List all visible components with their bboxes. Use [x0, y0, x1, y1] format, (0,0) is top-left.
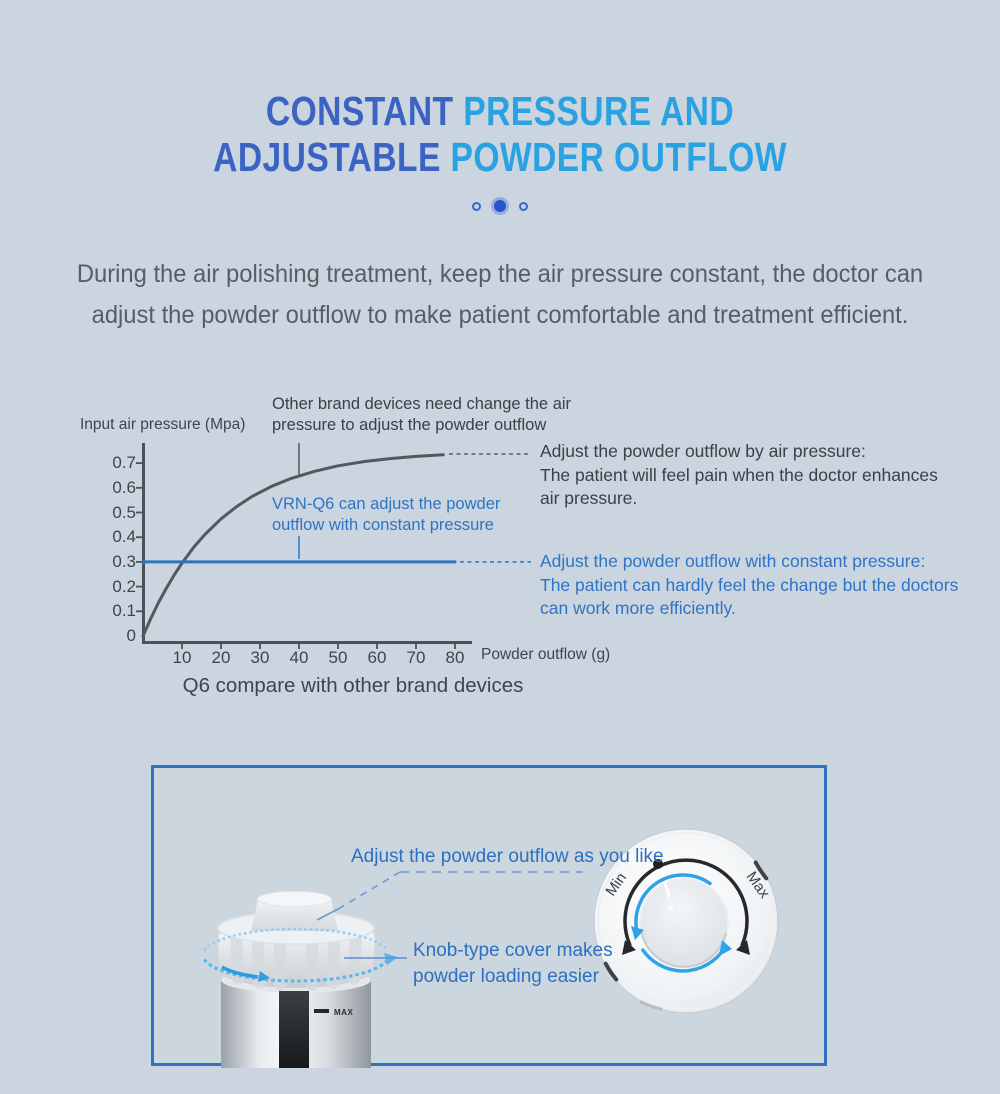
y-tick-marks	[136, 463, 143, 611]
chart-caption: Q6 compare with other brand devices	[182, 674, 524, 697]
panel-connectors	[154, 768, 824, 1063]
x-tick-60: 60	[367, 648, 387, 667]
callout-knob-cover: Knob-type cover makes powder loading easier	[413, 940, 613, 987]
y-axis-label: Input air pressure (Mpa)	[80, 416, 246, 433]
title-constant: CONSTANT	[265, 88, 454, 134]
carousel-dot-3[interactable]	[519, 202, 528, 211]
carousel-dot-2-active[interactable]	[494, 200, 506, 212]
note-constant-pressure: Adjust the powder outflow with constant pressure: The patient can hardly feel the change but the doctors can work more efficiently.	[540, 551, 959, 618]
annotation-q6: VRN-Q6 can adjust the powder outflow with constant pressure	[272, 495, 501, 534]
y-tick-0.1: 0.1	[112, 601, 136, 620]
intro-line-2: adjust the powder outflow to make patient comfortable and treatment efficient.	[91, 301, 909, 329]
y-tick-0.3: 0.3	[112, 552, 136, 571]
title-adjustable: ADJUSTABLE	[213, 134, 441, 180]
x-tick-20: 20	[211, 648, 231, 667]
intro-paragraph	[25, 254, 975, 336]
y-tick-0: 0	[126, 626, 136, 645]
x-tick-50: 50	[328, 648, 348, 667]
x-tick-80: 80	[445, 648, 465, 667]
y-tick-0.4: 0.4	[112, 527, 136, 546]
feature-panel	[151, 765, 827, 1066]
note-by-air-pressure: Adjust the powder outflow by air pressure: The patient will feel pain when the doctor enhances air pressure.	[540, 441, 938, 508]
dial-max-label: Max	[742, 868, 773, 902]
annotation-other-brand: Other brand devices need change the air pressure to adjust the powder outflow	[272, 395, 572, 434]
max-mark-label: MAX	[334, 1008, 354, 1017]
dial-min-label: Min	[602, 869, 631, 900]
carousel-dot-1[interactable]	[472, 202, 481, 211]
y-tick-0.6: 0.6	[112, 478, 136, 497]
title-line-2	[90, 134, 910, 180]
y-tick-0.7: 0.7	[112, 453, 136, 472]
y-tick-0.5: 0.5	[112, 503, 136, 522]
x-axis-label: Powder outflow (g)	[481, 646, 611, 663]
y-tick-0.2: 0.2	[112, 577, 136, 596]
page-title	[90, 88, 910, 180]
other-brand-curve	[143, 455, 443, 636]
x-tick-30: 30	[250, 648, 270, 667]
carousel-dots	[0, 200, 1000, 212]
x-tick-40: 40	[289, 648, 309, 667]
title-line-1	[90, 88, 910, 134]
title-pressure-and: PRESSURE AND	[463, 88, 735, 134]
intro-line-1: During the air polishing treatment, keep the air pressure constant, the doctor can	[76, 260, 924, 288]
x-tick-70: 70	[406, 648, 426, 667]
callout-adjust-outflow: Adjust the powder outflow as you like	[351, 846, 664, 867]
x-tick-10: 10	[172, 648, 192, 667]
title-powder-outflow: POWDER OUTFLOW	[450, 134, 787, 180]
